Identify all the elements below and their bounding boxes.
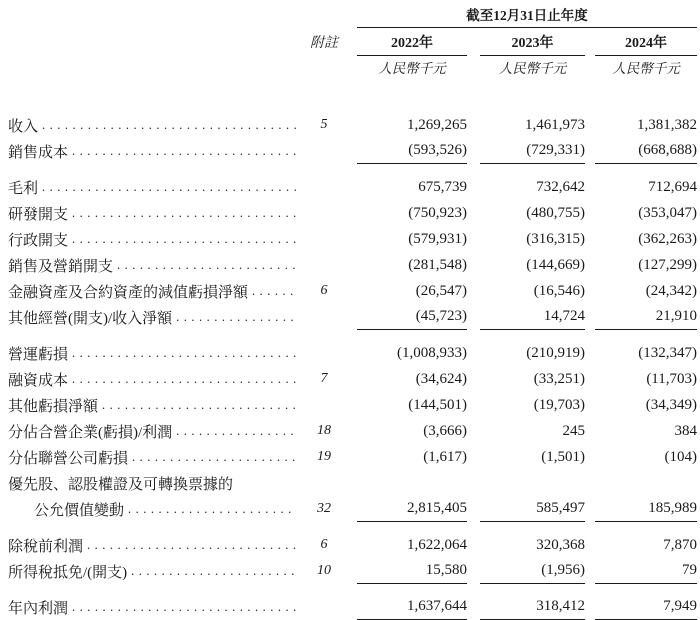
value-2022: (1,008,933)	[397, 344, 467, 361]
income-statement-table	[8, 4, 697, 620]
value-2022: (26,547)	[415, 282, 467, 299]
value-2023: 245	[562, 422, 585, 439]
dot-leader	[102, 397, 296, 414]
note-ref	[300, 594, 348, 620]
value-2024: (24,342)	[645, 282, 697, 299]
row-label: 營運虧損	[8, 346, 69, 363]
dot-leader	[72, 371, 296, 388]
value-2022	[357, 470, 467, 496]
value-2024: 7,870	[663, 536, 697, 553]
table-row-income-tax	[8, 558, 697, 584]
period-header: 截至12月31日止年度	[357, 4, 697, 28]
row-label: 所得稅抵免/(開支)	[8, 564, 128, 581]
dot-leader	[72, 143, 296, 160]
note-ref: 19	[317, 449, 331, 464]
value-2024: 7,949	[595, 594, 697, 620]
dot-leader	[42, 117, 296, 134]
row-label: 研發開支	[8, 206, 69, 223]
note-ref	[300, 174, 348, 200]
value-2023: (19,703)	[533, 396, 585, 413]
table-row-profit-for-the-year	[8, 594, 697, 620]
value-2024: 185,989	[595, 496, 697, 522]
dot-leader	[72, 231, 296, 248]
note-ref	[300, 340, 348, 366]
table-row-profit-before-tax	[8, 532, 697, 558]
table-row-share-associates-losses	[8, 444, 697, 470]
value-2022: (1,617)	[423, 448, 467, 465]
notes-column-header: 附註	[310, 36, 338, 51]
value-2024: (11,703)	[646, 370, 697, 387]
table-row-fair-value-changes	[8, 496, 697, 522]
table-body	[8, 112, 697, 620]
table-row-other-losses-net	[8, 392, 697, 418]
value-2024: 712,694	[648, 178, 697, 195]
value-2024: (668,688)	[595, 138, 697, 164]
note-ref	[300, 200, 348, 226]
dot-leader	[72, 205, 296, 222]
value-2022: 1,269,265	[407, 116, 467, 133]
value-2024: (132,347)	[638, 344, 697, 361]
value-2024: (353,047)	[638, 204, 697, 221]
dot-leader	[176, 423, 296, 440]
table-row-selling-marketing-expenses	[8, 252, 697, 278]
value-2024: 21,910	[595, 304, 697, 330]
note-ref	[300, 304, 348, 330]
value-2023	[480, 470, 585, 496]
value-2023: (33,251)	[533, 370, 585, 387]
note-ref	[300, 252, 348, 278]
value-2024: (127,299)	[638, 256, 697, 273]
row-label: 銷售及營銷開支	[8, 258, 114, 275]
dot-leader	[252, 283, 296, 300]
row-label: 金融資產及合約資產的減值虧損淨額	[8, 284, 249, 301]
dot-leader	[132, 449, 296, 466]
year-2023-header: 2023年	[480, 28, 585, 56]
value-2023: 320,368	[536, 536, 585, 553]
value-2023: (1,501)	[541, 448, 585, 465]
value-2022: (750,923)	[408, 204, 467, 221]
table-row-share-jv-results	[8, 418, 697, 444]
table-row-impairment-losses	[8, 278, 697, 304]
dot-leader	[72, 599, 296, 616]
table-row-other-operating-net	[8, 304, 697, 330]
value-2024	[595, 470, 697, 496]
value-2022: 1,622,064	[407, 536, 467, 553]
dot-leader	[42, 179, 296, 196]
value-2024: 79	[595, 558, 697, 584]
currency-label-2024: 人民幣千元	[612, 61, 680, 76]
value-2023: 14,724	[480, 304, 585, 330]
row-label: 融資成本	[8, 372, 69, 389]
value-2024: (104)	[664, 448, 697, 465]
value-2024: (34,349)	[645, 396, 697, 413]
dot-leader	[72, 345, 296, 362]
table-row-revenue	[8, 112, 697, 138]
note-ref: 6	[320, 283, 328, 298]
value-2022: (579,931)	[408, 230, 467, 247]
table-row-preferred-shares-caption	[8, 470, 697, 496]
note-ref: 32	[317, 501, 331, 516]
row-label: 收入	[8, 118, 39, 135]
value-2023: (144,669)	[526, 256, 585, 273]
table-header-years-row	[8, 28, 697, 56]
note-ref: 18	[317, 423, 331, 438]
row-label: 其他經營(開支)/收入淨額	[8, 310, 173, 327]
value-2024: 1,381,382	[637, 116, 697, 133]
row-label: 銷售成本	[8, 144, 69, 161]
value-2023: 1,461,973	[525, 116, 585, 133]
value-2023: 585,497	[480, 496, 585, 522]
value-2023: 732,642	[536, 178, 585, 195]
value-2022: (34,624)	[415, 370, 467, 387]
value-2023: (210,919)	[526, 344, 585, 361]
dot-leader	[117, 257, 296, 274]
note-ref: 10	[317, 563, 331, 578]
dot-leader	[87, 537, 296, 554]
note-ref: 7	[320, 371, 328, 386]
table-header-currency-row	[8, 56, 697, 78]
value-2022: 675,739	[418, 178, 467, 195]
row-label: 除稅前利潤	[8, 538, 84, 555]
value-2022: 15,580	[357, 558, 467, 584]
note-ref: 5	[320, 117, 328, 132]
row-label: 優先股、認股權證及可轉換票據的	[8, 476, 234, 493]
value-2024: 384	[674, 422, 697, 439]
dot-leader	[131, 563, 296, 580]
note-ref	[300, 138, 348, 164]
value-2023: (316,315)	[526, 230, 585, 247]
note-ref	[300, 392, 348, 418]
value-2023: (729,331)	[480, 138, 585, 164]
value-2023: (16,546)	[533, 282, 585, 299]
value-2023: (480,755)	[526, 204, 585, 221]
table-row-cost-of-sales	[8, 138, 697, 164]
row-label: 年內利潤	[8, 600, 69, 617]
note-ref: 6	[320, 537, 328, 552]
year-2024-header: 2024年	[595, 28, 697, 56]
value-2022: (144,501)	[408, 396, 467, 413]
row-label: 行政開支	[8, 232, 69, 249]
currency-label-2023: 人民幣千元	[498, 61, 567, 76]
value-2022: (3,666)	[423, 422, 467, 439]
table-row-rd-expenses	[8, 200, 697, 226]
row-label: 其他虧損淨額	[8, 398, 99, 415]
value-2022: (593,526)	[357, 138, 467, 164]
value-2022: (281,548)	[408, 256, 467, 273]
currency-label-2022: 人民幣千元	[378, 61, 446, 76]
note-ref	[300, 226, 348, 252]
row-label: 分佔聯營公司虧損	[8, 450, 129, 467]
dot-leader	[128, 501, 296, 518]
value-2022: 2,815,405	[357, 496, 467, 522]
row-label: 公允價值變動	[34, 502, 125, 519]
value-2022: (45,723)	[357, 304, 467, 330]
value-2023: 318,412	[480, 594, 585, 620]
table-header-period-row	[8, 4, 697, 28]
year-2022-header: 2022年	[357, 28, 467, 56]
row-label: 毛利	[8, 180, 39, 197]
table-row-finance-costs	[8, 366, 697, 392]
table-row-gross-profit	[8, 174, 697, 200]
value-2022: 1,637,644	[357, 594, 467, 620]
dot-leader	[176, 309, 296, 326]
table-row-admin-expenses	[8, 226, 697, 252]
note-ref	[300, 470, 348, 496]
row-label: 分佔合營企業(虧損)/利潤	[8, 424, 173, 441]
value-2024: (362,263)	[638, 230, 697, 247]
value-2023: (1,956)	[480, 558, 585, 584]
table-row-operating-loss	[8, 340, 697, 366]
